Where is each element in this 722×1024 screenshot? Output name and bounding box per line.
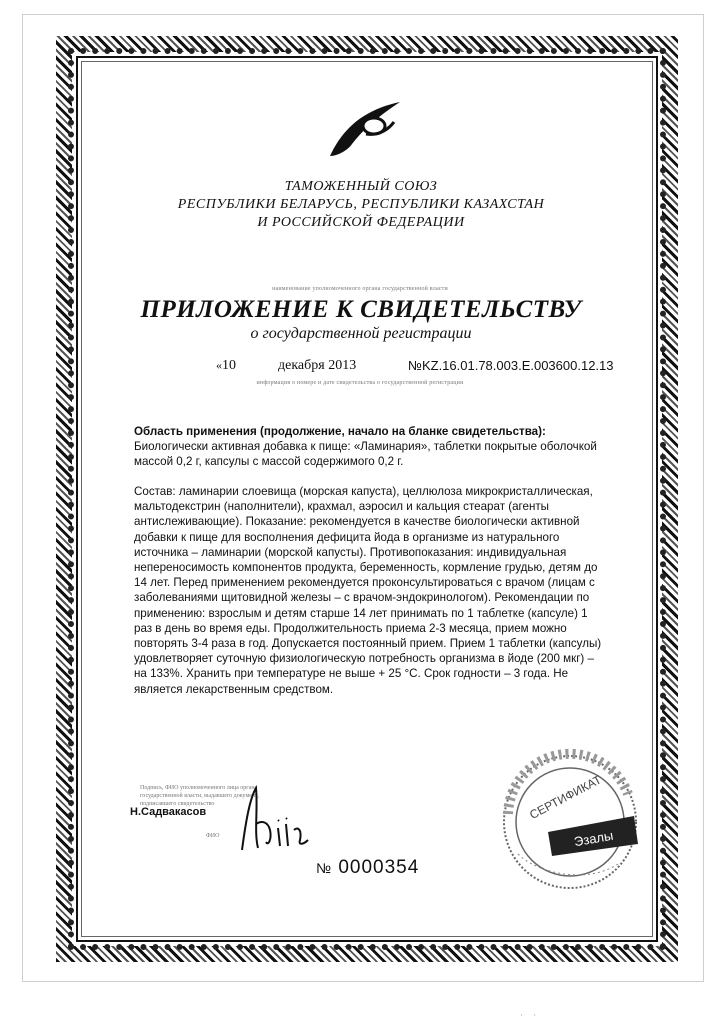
registration-number: №KZ.16.01.78.003.E.003600.12.13 <box>408 358 614 373</box>
scan-artifact: · · <box>520 1010 541 1020</box>
certificate-stamp-icon <box>478 744 648 894</box>
svg-text:СЕРТИФИКАТ: СЕРТИФИКАТ <box>527 772 604 823</box>
registration-day: «10 <box>216 358 236 373</box>
handwritten-signature-icon <box>228 780 338 860</box>
composition-paragraph: Состав: ламинарии слоевища (морская капуста), целлюлоза микрокристаллическая, мальтодекстрин (наполнители), крахмал, аэросил и кальция стеарат (агенты антислеживающие). Показание: рекомендуется в качестве биологически активной добавки к пище для восполнения дефицита йода в организме из натурального источника – ламинарии (морской капусты). Противопоказания: индивидуальная непереносимость компонентов продукта, беременность, кормление грудью, детям до 14 лет. Перед применением рекомендуется проконсультироваться с врачом (лицам с заболеваниями щитовидной железы – с врачом-эндокринологом). Рекомендации по применению: взрослым и детям старше 14 лет принимать по 1 таблетке (капсуле) 1 раз в день во время еды. Продолжительность приема 2-3 месяца, прием можно повторять 3-4 раза в год. Допускается постоянный прием. Прием 1 таблетки (капсулы) удовлетворяет суточную физиологическую потребность организма в йоде (200 мкг) – на 133%. Хранить при температуре не выше + 25 °С. Срок годности – 3 года. Не является лекарственным средством. <box>134 485 602 696</box>
fio-caption: ФИО <box>206 833 220 839</box>
union-line-3: И РОССИЙСКОЙ ФЕДЕРАЦИИ <box>257 215 465 230</box>
svg-text:Эзалы: Эзалы <box>572 827 615 850</box>
serial-number: № 0000354 <box>316 857 420 878</box>
scope-text: Биологически активная добавка к пище: «Ламинария», таблетки покрытые оболочкой массой 0,2 г, капсулы с массой содержимого 0,2 г. <box>134 440 597 469</box>
document-subtitle: о государственной регистрации <box>250 325 472 342</box>
registration-month-year: декабря 2013 <box>278 358 357 373</box>
signer-name: Н.Садвакасов <box>130 806 207 818</box>
document-title: ПРИЛОЖЕНИЕ К СВИДЕТЕЛЬСТВУ <box>140 296 582 323</box>
micro-caption-registration: информация о номере и дате свидетельства о государственной регистрации <box>256 380 464 386</box>
scope-heading: Область применения (продолжение, начало на бланке свидетельства): <box>134 425 546 438</box>
signature-micro-caption: Подпись, ФИО уполномоченного лица органа государственной власти, выдавшего документ, подписавшего свидетельство <box>140 785 259 807</box>
micro-caption-authority: наименование уполномоченного органа государственной власти <box>272 286 448 292</box>
union-line-2: РЕСПУБЛИКИ БЕЛАРУСЬ, РЕСПУБЛИКИ КАЗАХСТАН <box>177 197 545 212</box>
customs-union-emblem-icon <box>322 100 404 160</box>
union-line-1: ТАМОЖЕННЫЙ СОЮЗ <box>284 179 438 194</box>
scope-section <box>134 424 604 470</box>
